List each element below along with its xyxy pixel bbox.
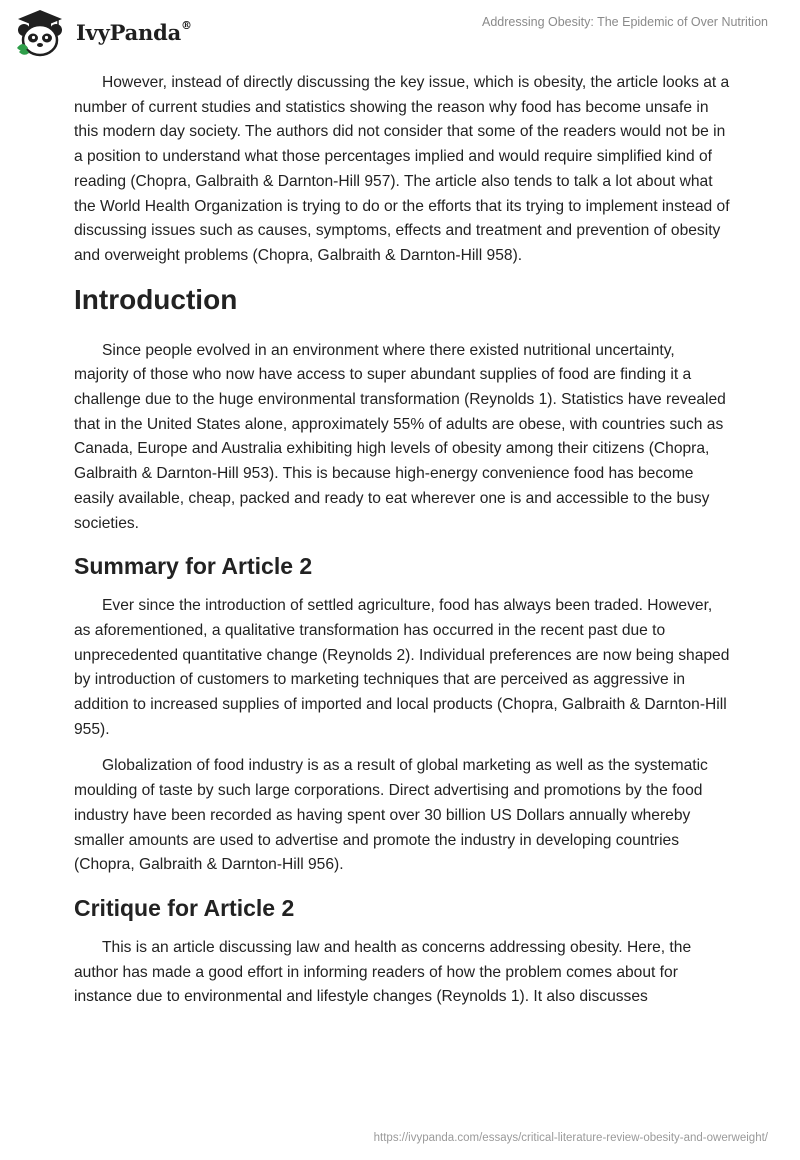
paragraph: Ever since the introduction of settled agriculture, food has always been traded. However, as aforementioned, a qualitative transformation has occurred in the recent past due to unprecedented quantitative change (Reynolds 2). Individual preferences are now being shaped by introduction of customers to marketing techniques that are perceived as aggressive in addition to increased supplies of imported and local products (Chopra, Galbraith & Darnton-Hill 955). bbox=[74, 597, 730, 738]
registered-mark: ® bbox=[181, 19, 192, 32]
section-heading-introduction: Introduction bbox=[74, 283, 238, 315]
ivypanda-logo-icon[interactable] bbox=[14, 8, 66, 58]
page-header bbox=[0, 0, 800, 64]
brand-name[interactable] bbox=[76, 20, 192, 45]
essay-body bbox=[74, 71, 730, 1022]
section-heading-summary: Summary for Article 2 bbox=[74, 553, 313, 580]
source-url[interactable]: https://ivypanda.com/essays/critical-literature-review-obesity-and-owerweight/ bbox=[373, 1132, 768, 1144]
paragraph: This is an article discussing law and health as concerns addressing obesity. Here, the author has made a good effort in informing readers of how the problem comes about for instance due to environmental and lifestyle changes (Reynolds 1). It also discusses bbox=[74, 938, 692, 1006]
section-heading-critique: Critique for Article 2 bbox=[74, 894, 295, 921]
document-title: Addressing Obesity: The Epidemic of Over Nutrition bbox=[481, 15, 768, 29]
brand-text: IvyPanda bbox=[76, 20, 182, 45]
paragraph: Since people evolved in an environment where there existed nutritional uncertainty, majority of those who now have access to super abundant supplies of food are finding it a challenge due to the huge environmental transformation (Reynolds 1). Statistics have revealed that in the United States alone, approximately 55% of adults are obese, with countries such as Canada, Europe and Australia exhibiting high levels of obesity among their citizens (Chopra, Galbraith & Darnton-Hill 953). This is because high-energy convenience food has become easily available, cheap, packed and ready to eat wherever one is and accessible to the busy societies. bbox=[74, 341, 726, 532]
paragraph: However, instead of directly discussing the key issue, which is obesity, the article looks at a number of current studies and statistics showing the reason why food has become unsafe in this modern day society. The authors did not consider that some of the readers would not be in a position to understand what those percentages implied and would require simplified kind of reading (Chopra, Galbraith & Darnton-Hill 957). The article also tends to talk a lot about what the World Health Organization is trying to do or the efforts that its trying to implement instead of discussing issues such as causes, symptoms, effects and treatment and prevention of obesity and overweight problems (Chopra, Galbraith & Darnton-Hill 958). bbox=[74, 74, 730, 264]
paragraph: Globalization of food industry is as a result of global marketing as well as the systematic moulding of taste by such large corporations. Direct advertising and promotions by the food industry have been recorded as having spent over 30 billion US Dollars annually whereby smaller amounts are used to advertise and promote the industry in developing countries (Chopra, Galbraith & Darnton-Hill 956). bbox=[74, 757, 708, 874]
